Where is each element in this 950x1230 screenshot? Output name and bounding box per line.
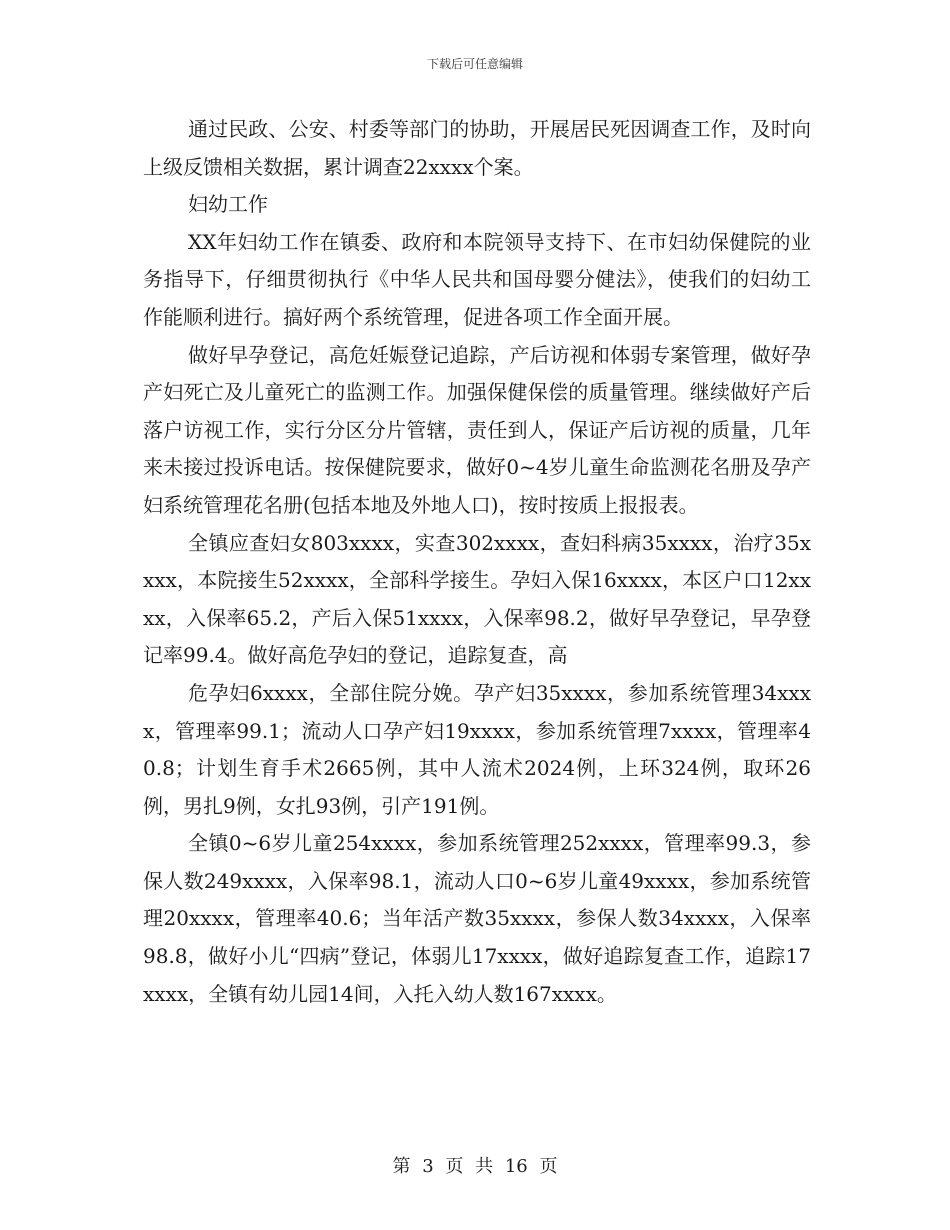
paragraph-children-stats: 全镇0~6岁儿童254xxxx，参加系统管理252xxxx，管理率99.3，参保人数249xxxx，入保率98.1，流动人口0~6岁儿童49xxxx，参加系统管理20xxxx，管理率40.6；当年活产数35xxxx，参保人数34xxxx，入保率98.8，做好小儿“四病”登记，体弱儿17xxxx，做好追踪复查工作，追踪17xxxx，全镇有幼儿园14间，入托入幼人数167xxxx。: [143, 831, 811, 1006]
paragraph-registration-tracking: 做好早孕登记，高危妊娠登记追踪，产后访视和体弱专案管理，做好孕产妇死亡及儿童死亡的监测工作。加强保健保偿的质量管理。继续做好产后落户访视工作，实行分区分片管辖，责任到人，保证产后访视的质量，几年来未接过投诉电话。按保健院要求，做好0~4岁儿童生命监测花名册及孕产妇系统管理花名册(包括本地及外地人口)，按时按质上报报表。: [143, 342, 811, 517]
paragraph-high-risk-pregnancy-stats: 危孕妇6xxxx，全部住院分娩。孕产妇35xxxx，参加系统管理34xxxx，管理率99.1；流动人口孕产妇19xxxx，参加系统管理7xxxx，管理率40.8；计划生育手术2665例，其中人流术2024例，上环324例，取环26例，男扎9例，女扎93例，引产191例。: [143, 680, 811, 818]
page-number: 第 3 页 共 16 页: [392, 1156, 558, 1177]
paragraph-death-cause-survey: 通过民政、公安、村委等部门的协助，开展居民死因调查工作，及时向上级反馈相关数据，累计调查22xxxx个案。: [143, 117, 811, 179]
paragraph-maternal-child-overview: XX年妇幼工作在镇委、政府和本院领导支持下、在市妇幼保健院的业务指导下，仔细贯彻执行《中华人民共和国母婴分健法》，使我们的妇幼工作能顺利进行。搞好两个系统管理，促进各项工作全面开展。: [143, 229, 811, 329]
page-header: 下载后可任意编辑: [426, 57, 523, 71]
paragraph-women-examination-stats: 全镇应查妇女803xxxx，实查302xxxx，查妇科病35xxxx，治疗35xxxx，本院接生52xxxx，全部科学接生。孕妇入保16xxxx，本区户口12xxxx，入保率65.2，产后入保51xxxx，入保率98.2，做好早孕登记，早孕登记率99.4。做好高危孕妇的登记，追踪复查，高: [143, 530, 811, 668]
document-body: [143, 111, 811, 1013]
section-heading-maternal-child: 妇幼工作: [188, 192, 268, 217]
